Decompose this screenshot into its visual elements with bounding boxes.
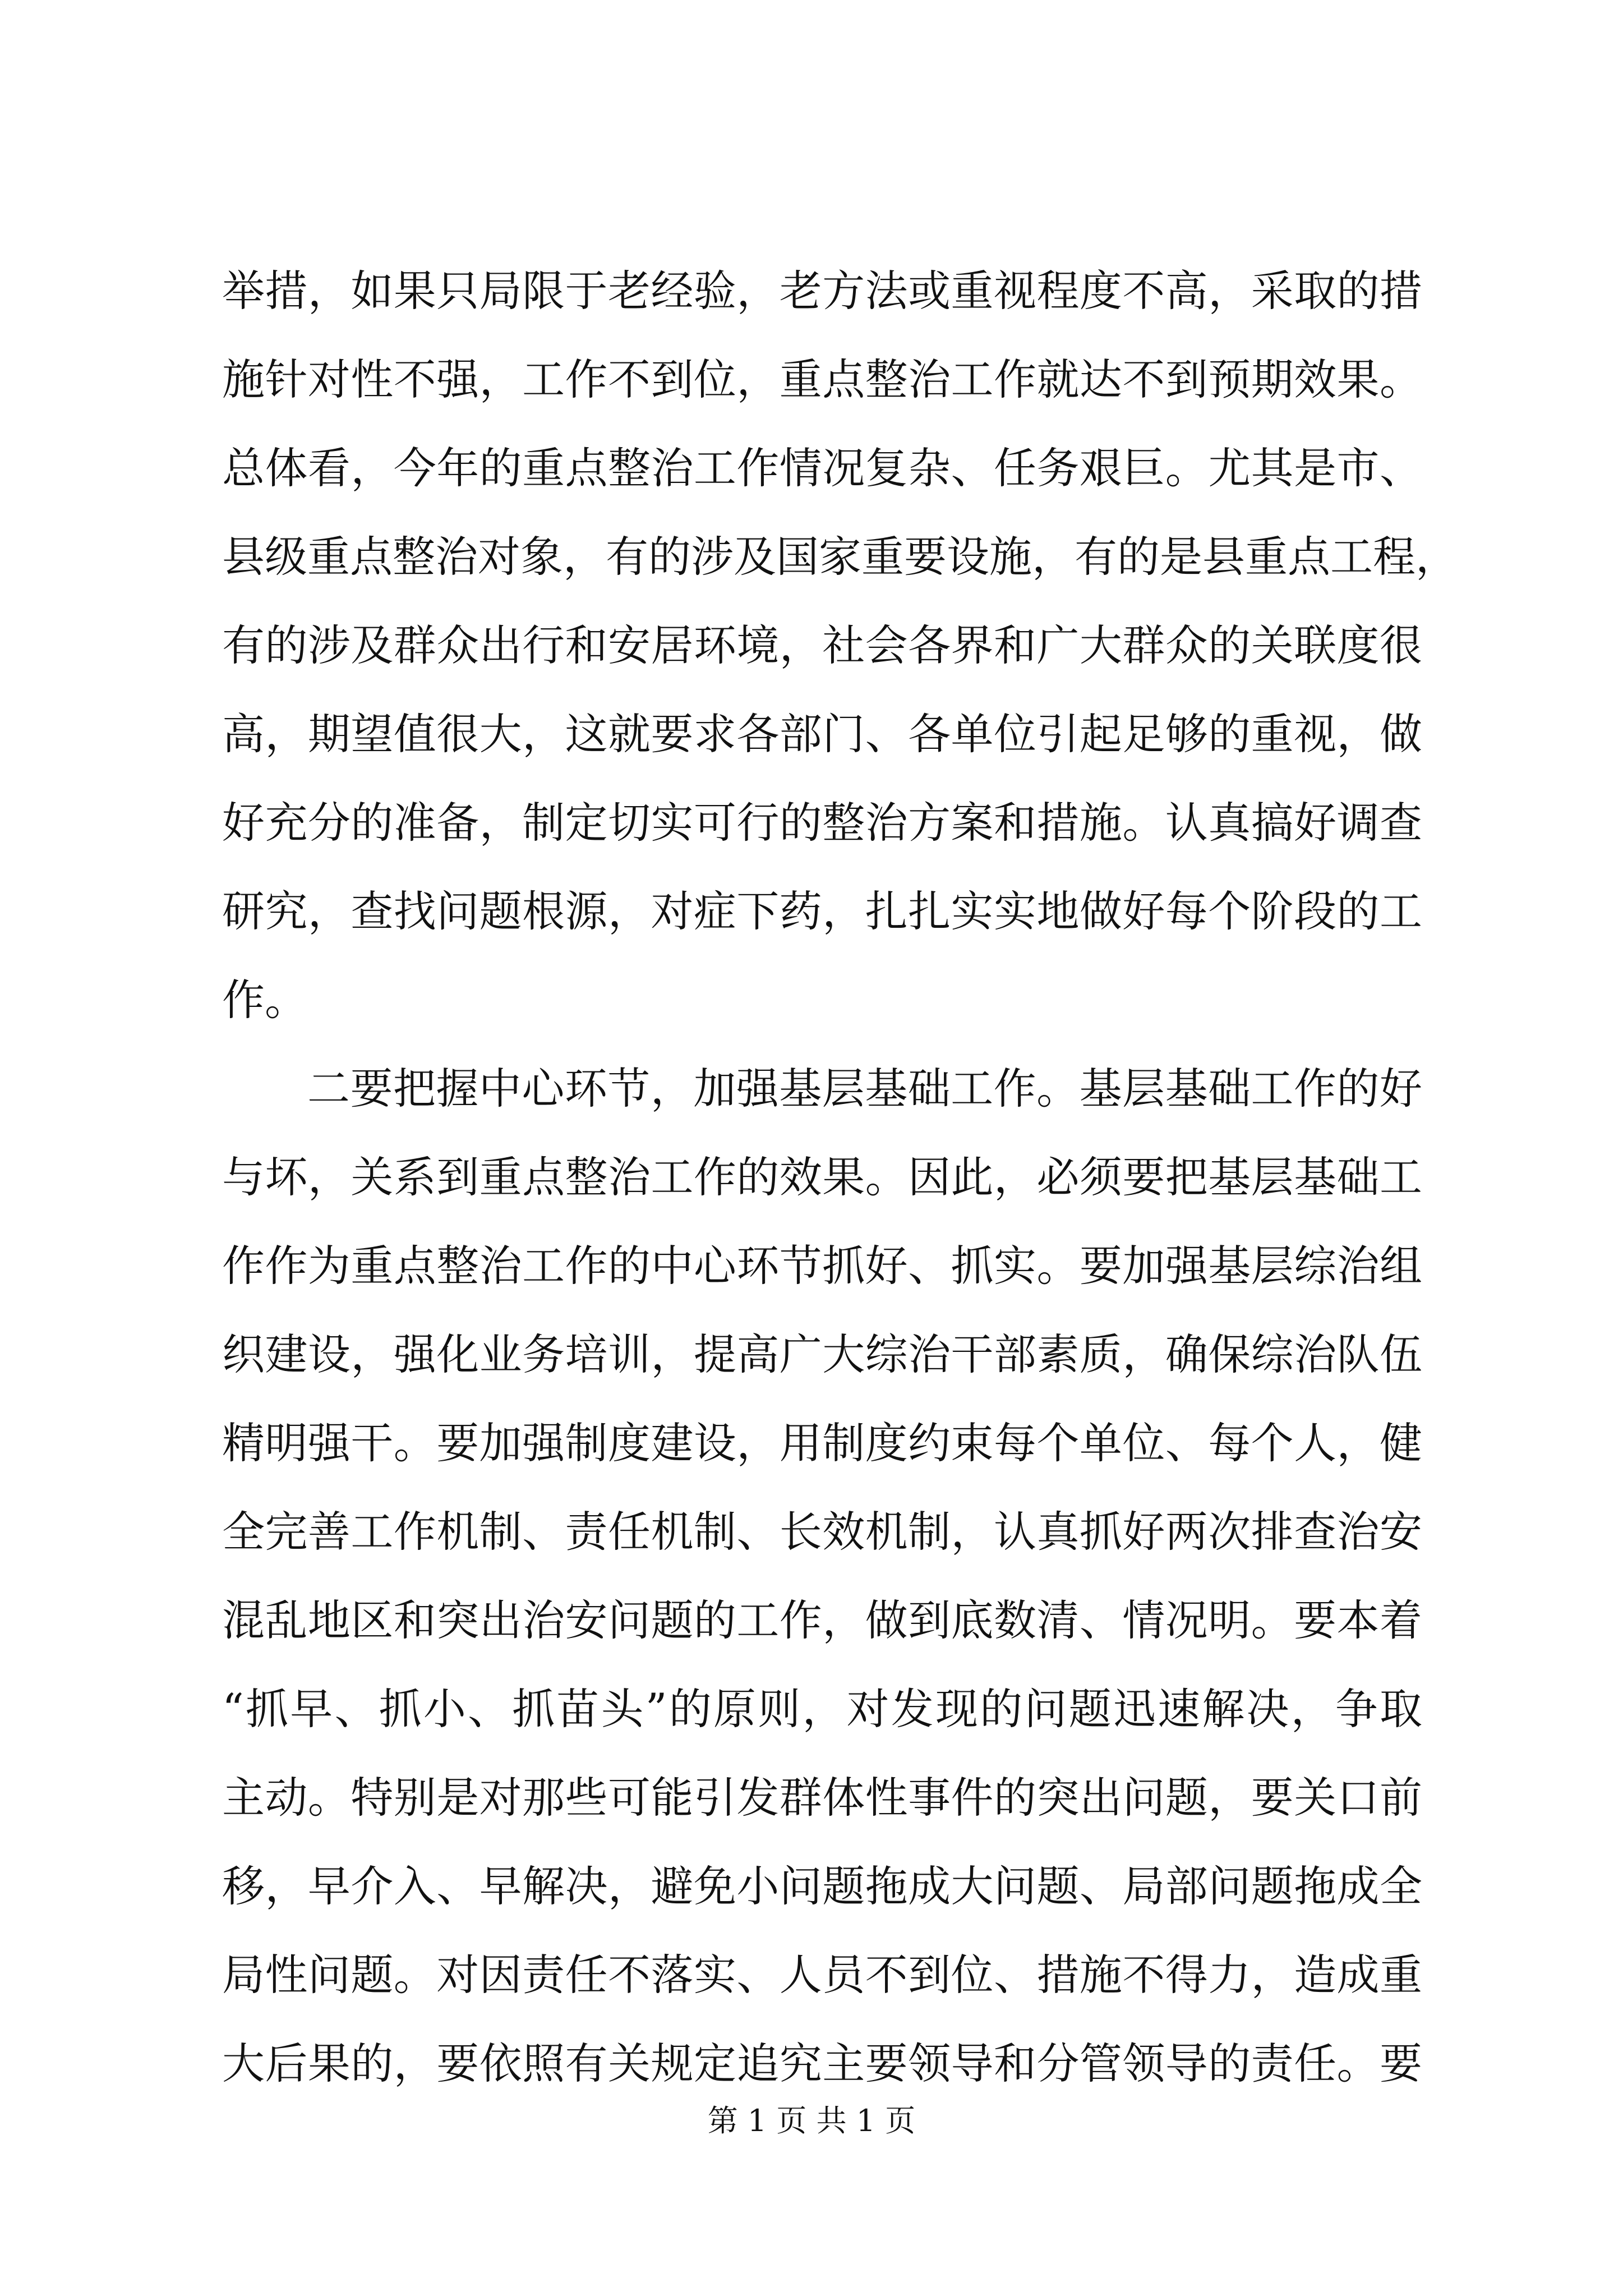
text-line: 总体看，今年的重点整治工作情况复杂、任务艰巨。尤其是市、 [222,443,1422,493]
paragraph-first-line: 二要把握中心环节，加强基层基础工作。基层基础工作的好 [307,1064,1422,1114]
text-line: 有的涉及群众出行和安居环境，社会各界和广大群众的关联度很 [222,620,1422,670]
text-line: 大后果的，要依照有关规定追究主要领导和分管领导的责任。要 [222,2039,1422,2088]
document-body [222,247,1458,2108]
text-line: 全完善工作机制、责任机制、长效机制，认真抓好两次排查治安 [222,1507,1422,1557]
text-line: 局性问题。对因责任不落实、人员不到位、措施不得力，造成重 [222,1950,1422,2000]
text-line: 作作为重点整治工作的中心环节抓好、抓实。要加强基层综治组 [222,1241,1422,1291]
text-line: 主动。特别是对那些可能引发群体性事件的突出问题，要关口前 [222,1773,1422,1823]
text-line: 精明强干。要加强制度建设，用制度约束每个单位、每个人，健 [222,1418,1422,1468]
page-number-footer: 第 1 页 共 1 页 [707,2103,916,2138]
text-line: 与坏，关系到重点整治工作的效果。因此，必须要把基层基础工 [222,1152,1422,1202]
text-line: 施针对性不强，工作不到位，重点整治工作就达不到预期效果。 [222,355,1422,404]
text-line: 举措，如果只局限于老经验，老方法或重视程度不高，采取的措 [222,266,1422,316]
text-line: 织建设，强化业务培训，提高广大综治干部素质，确保综治队伍 [222,1329,1422,1379]
text-line: 好充分的准备，制定切实可行的整治方案和措施。认真搞好调查 [222,798,1422,848]
text-line: 移，早介入、早解决，避免小问题拖成大问题、局部问题拖成全 [222,1861,1422,1911]
text-line: 混乱地区和突出治安问题的工作，做到底数清、情况明。要本着 [222,1595,1422,1645]
text-line: 研究，查找问题根源，对症下药，扎扎实实地做好每个阶段的工 [222,886,1422,936]
text-line: 高，期望值很大，这就要求各部门、各单位引起足够的重视，做 [222,709,1422,759]
text-line: 作。 [222,975,307,1025]
text-line: 县级重点整治对象，有的涉及国家重要设施，有的是县重点工程， [222,532,1458,582]
text-line: “抓早、抓小、抓苗头”的原则，对发现的问题迅速解决，争取 [222,1684,1422,1734]
